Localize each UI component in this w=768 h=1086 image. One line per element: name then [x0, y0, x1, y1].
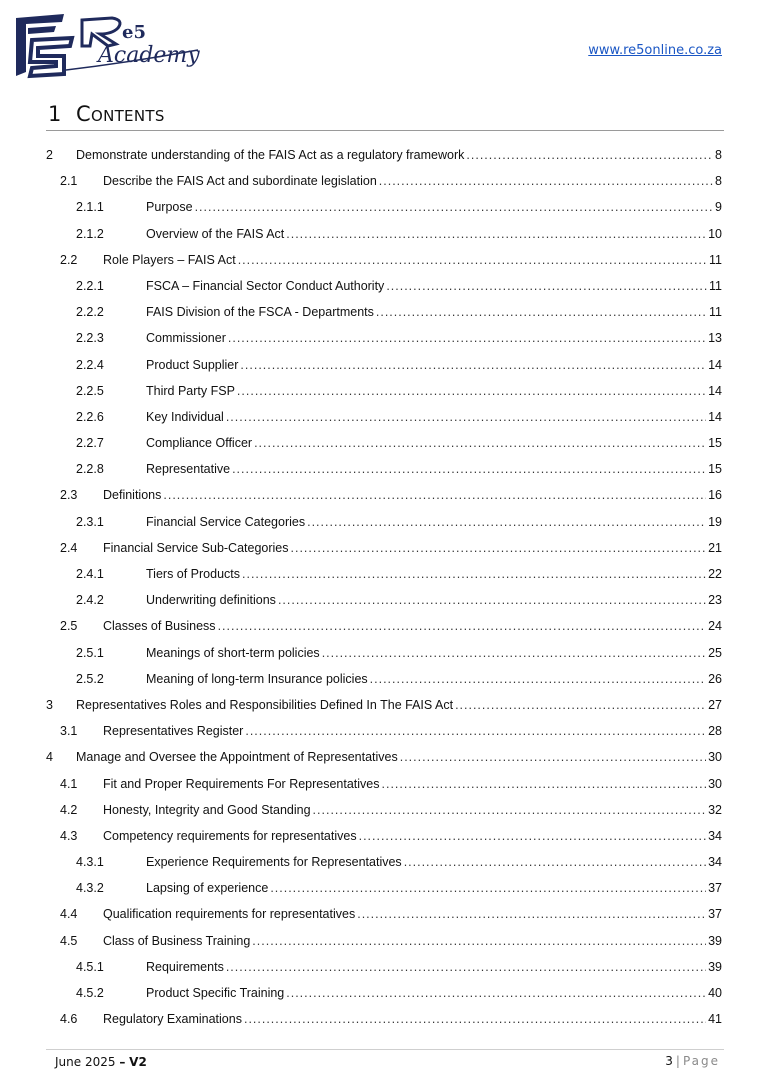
footer-dash: –	[119, 1055, 126, 1069]
website-link[interactable]: www.re5online.co.za	[588, 43, 722, 58]
toc-dot-leader	[455, 692, 706, 718]
toc-dot-leader	[286, 221, 706, 247]
footer-date: June 2025	[55, 1055, 116, 1069]
toc-dot-leader	[226, 404, 706, 430]
toc-entry-number: 2.2.7	[76, 436, 104, 451]
toc-entry[interactable]	[46, 325, 722, 351]
toc-entry-title: Meaning of long-term Insurance policies	[146, 666, 368, 692]
toc-entry-page: 15	[708, 462, 722, 477]
toc-entry-page: 11	[709, 305, 722, 320]
toc-entry-page: 25	[708, 645, 722, 660]
toc-entry-number: 4.5.2	[76, 986, 104, 1000]
toc-entry-page: 15	[708, 436, 722, 451]
toc-entry[interactable]	[46, 718, 722, 744]
toc-entry[interactable]	[46, 456, 722, 482]
toc-entry-number: 2.1.1	[76, 200, 104, 215]
table-of-contents	[46, 142, 722, 1032]
heading-number: 1	[48, 102, 62, 126]
toc-entry-number: 2.5	[60, 619, 78, 634]
toc-entry[interactable]	[46, 352, 722, 378]
footer-version	[55, 1055, 147, 1069]
toc-entry[interactable]	[46, 561, 722, 587]
toc-dot-leader	[307, 509, 706, 535]
toc-dot-leader	[466, 142, 713, 168]
toc-entry-number: 2.2.4	[76, 357, 104, 372]
toc-entry[interactable]	[46, 797, 722, 823]
toc-entry-title: Tiers of Products	[146, 561, 240, 587]
toc-entry-page: 19	[708, 514, 722, 529]
toc-entry[interactable]	[46, 509, 722, 535]
toc-entry-page: 23	[708, 593, 722, 608]
toc-entry-title: Fit and Proper Requirements For Representatives	[103, 771, 380, 797]
toc-entry-page: 8	[715, 174, 722, 189]
toc-entry-number: 3.1	[60, 724, 78, 739]
toc-dot-leader	[404, 849, 706, 875]
toc-entry[interactable]	[46, 273, 722, 299]
toc-dot-leader	[270, 875, 706, 901]
toc-entry-page: 14	[708, 357, 722, 372]
toc-entry[interactable]	[46, 613, 722, 639]
toc-entry-page: 14	[708, 409, 722, 424]
toc-dot-leader	[242, 561, 706, 587]
toc-entry[interactable]	[46, 247, 722, 273]
toc-dot-leader	[313, 797, 707, 823]
toc-entry-page: 9	[715, 200, 722, 215]
toc-dot-leader	[400, 744, 706, 770]
toc-entry[interactable]	[46, 194, 722, 220]
toc-entry-number: 2	[46, 148, 53, 162]
toc-dot-leader	[240, 352, 706, 378]
toc-entry-title: Commissioner	[146, 325, 226, 351]
toc-entry-title: Product Supplier	[146, 352, 238, 378]
toc-entry[interactable]	[46, 666, 722, 692]
toc-entry-title: Representative	[146, 456, 230, 482]
toc-entry[interactable]	[46, 168, 722, 194]
toc-entry-page: 16	[708, 488, 722, 503]
toc-dot-leader	[218, 613, 707, 639]
toc-entry[interactable]	[46, 221, 722, 247]
toc-entry-number: 3	[46, 697, 53, 712]
toc-entry[interactable]	[46, 640, 722, 666]
toc-entry-number: 2.2.2	[76, 305, 104, 320]
toc-entry-title: Meanings of short-term policies	[146, 640, 320, 666]
toc-entry-page: 14	[708, 383, 722, 398]
toc-entry-page: 34	[708, 828, 722, 843]
toc-entry-number: 4.3.2	[76, 881, 104, 896]
toc-entry-page: 28	[708, 724, 722, 739]
toc-entry-page: 40	[708, 986, 722, 1000]
toc-entry-title: Role Players – FAIS Act	[103, 247, 236, 273]
toc-entry-number: 2.2.3	[76, 331, 104, 346]
toc-entry-title: FAIS Division of the FSCA - Departments	[146, 299, 374, 325]
toc-dot-leader	[357, 901, 706, 927]
toc-entry-number: 4.3	[60, 828, 78, 843]
toc-entry-title: Qualification requirements for representatives	[103, 901, 355, 927]
toc-entry[interactable]	[46, 980, 722, 1006]
toc-entry-title: Purpose	[146, 194, 193, 220]
toc-entry-page: 30	[708, 750, 722, 765]
toc-entry-number: 4.3.1	[76, 855, 104, 870]
toc-entry-title: Definitions	[103, 482, 161, 508]
toc-entry-number: 4.4	[60, 907, 78, 922]
toc-entry-number: 2.1.2	[76, 226, 104, 241]
re5-academy-logo	[12, 10, 202, 80]
toc-entry[interactable]	[46, 404, 722, 430]
toc-entry-number: 2.4.2	[76, 593, 104, 608]
toc-entry-title: Honesty, Integrity and Good Standing	[103, 797, 311, 823]
toc-entry[interactable]	[46, 875, 722, 901]
toc-entry-page: 37	[708, 881, 722, 896]
toc-entry-title: Requirements	[146, 954, 224, 980]
toc-entry[interactable]	[46, 823, 722, 849]
toc-entry-page: 39	[708, 959, 722, 974]
toc-dot-leader	[254, 430, 706, 456]
toc-entry-number: 2.4.1	[76, 567, 104, 581]
toc-entry-page: 10	[708, 226, 722, 241]
toc-entry-title: Third Party FSP	[146, 378, 235, 404]
toc-entry-number: 2.2.8	[76, 462, 104, 477]
toc-entry-page: 41	[708, 1012, 722, 1027]
contents-heading	[46, 100, 724, 131]
toc-entry-title: Competency requirements for representatives	[103, 823, 357, 849]
toc-entry-page: 11	[709, 278, 722, 293]
toc-dot-leader	[163, 482, 706, 508]
toc-entry-number: 2.2.5	[76, 383, 104, 398]
toc-entry-title: Financial Service Categories	[146, 509, 305, 535]
toc-dot-leader	[278, 587, 706, 613]
toc-entry-title: Underwriting definitions	[146, 587, 276, 613]
toc-dot-leader	[244, 1006, 706, 1032]
toc-entry[interactable]	[46, 954, 722, 980]
heading-title: Contents	[76, 102, 165, 126]
toc-entry-title: Classes of Business	[103, 613, 216, 639]
toc-entry-number: 4.2	[60, 802, 78, 817]
toc-entry-title: FSCA – Financial Sector Conduct Authority	[146, 273, 384, 299]
toc-dot-leader	[359, 823, 707, 849]
toc-entry[interactable]	[46, 744, 722, 770]
toc-dot-leader	[232, 456, 706, 482]
toc-dot-leader	[252, 928, 706, 954]
toc-entry-number: 2.2	[60, 252, 78, 267]
toc-dot-leader	[376, 299, 707, 325]
toc-entry-title: Key Individual	[146, 404, 224, 430]
toc-entry-number: 4.5.1	[76, 959, 104, 974]
toc-entry[interactable]	[46, 901, 722, 927]
toc-entry-title: Experience Requirements for Representatives	[146, 849, 402, 875]
footer-page-label: Page	[682, 1054, 720, 1068]
toc-entry-number: 2.4	[60, 540, 78, 555]
toc-entry-page: 34	[708, 855, 722, 870]
toc-entry[interactable]	[46, 378, 722, 404]
toc-entry-page: 21	[708, 540, 722, 555]
toc-entry-page: 24	[708, 619, 722, 634]
toc-entry-number: 2.2.6	[76, 409, 104, 424]
toc-entry-number: 2.3	[60, 488, 78, 503]
toc-entry[interactable]	[46, 849, 722, 875]
toc-entry-title: Compliance Officer	[146, 430, 252, 456]
toc-entry-page: 37	[708, 907, 722, 922]
footer-version-label: V2	[129, 1055, 147, 1069]
toc-entry-number: 4.1	[60, 776, 78, 791]
toc-dot-leader	[382, 771, 707, 797]
footer-page-info	[665, 1054, 720, 1068]
toc-entry-page: 30	[708, 776, 722, 791]
toc-entry-page: 13	[708, 331, 722, 346]
toc-entry-number: 4.5	[60, 933, 78, 948]
toc-entry-title: Regulatory Examinations	[103, 1006, 242, 1032]
toc-dot-leader	[370, 666, 706, 692]
toc-dot-leader	[379, 168, 713, 194]
toc-entry-page: 8	[715, 148, 722, 162]
toc-entry-page: 32	[708, 802, 722, 817]
toc-entry-title: Representatives Roles and Responsibilities Defined In The FAIS Act	[76, 692, 453, 718]
toc-entry-number: 4	[46, 750, 53, 765]
toc-entry-title: Class of Business Training	[103, 928, 250, 954]
toc-dot-leader	[245, 718, 706, 744]
toc-entry-number: 2.3.1	[76, 514, 104, 529]
toc-entry-page: 22	[708, 567, 722, 581]
toc-entry[interactable]	[46, 535, 722, 561]
toc-entry-number: 2.5.2	[76, 671, 104, 686]
toc-entry-page: 27	[708, 697, 722, 712]
toc-entry-title: Describe the FAIS Act and subordinate legislation	[103, 168, 377, 194]
toc-entry-number: 2.1	[60, 174, 78, 189]
footer-divider	[46, 1049, 724, 1050]
toc-dot-leader	[237, 378, 706, 404]
toc-entry-title: Representatives Register	[103, 718, 243, 744]
toc-entry-title: Demonstrate understanding of the FAIS Act as a regulatory framework	[76, 142, 464, 168]
toc-entry[interactable]	[46, 482, 722, 508]
toc-entry[interactable]	[46, 430, 722, 456]
toc-entry[interactable]	[46, 587, 722, 613]
toc-entry-number: 4.6	[60, 1012, 78, 1027]
toc-entry[interactable]	[46, 692, 722, 718]
toc-entry-number: 2.5.1	[76, 645, 104, 660]
toc-entry-page: 26	[708, 671, 722, 686]
toc-dot-leader	[291, 535, 707, 561]
toc-dot-leader	[286, 980, 706, 1006]
toc-dot-leader	[386, 273, 707, 299]
toc-entry[interactable]	[46, 1006, 722, 1032]
toc-entry-title: Lapsing of experience	[146, 875, 268, 901]
toc-entry[interactable]	[46, 771, 722, 797]
toc-dot-leader	[195, 194, 713, 220]
footer-separator: |	[675, 1054, 680, 1068]
toc-entry-number: 2.2.1	[76, 278, 104, 293]
toc-entry[interactable]	[46, 299, 722, 325]
footer-page-number: 3	[665, 1054, 673, 1068]
toc-entry-title: Manage and Oversee the Appointment of Representatives	[76, 744, 398, 770]
toc-entry-page: 11	[709, 252, 722, 267]
toc-entry-title: Overview of the FAIS Act	[146, 221, 284, 247]
toc-entry[interactable]	[46, 928, 722, 954]
svg-text:e5: e5	[122, 22, 146, 43]
toc-entry-title: Product Specific Training	[146, 980, 284, 1006]
svg-text:Academy: Academy	[98, 43, 200, 68]
toc-entry-title: Financial Service Sub-Categories	[103, 535, 289, 561]
toc-dot-leader	[322, 640, 706, 666]
toc-dot-leader	[228, 325, 706, 351]
toc-dot-leader	[226, 954, 706, 980]
toc-dot-leader	[238, 247, 707, 273]
toc-entry[interactable]	[46, 142, 722, 168]
toc-entry-page: 39	[708, 933, 722, 948]
